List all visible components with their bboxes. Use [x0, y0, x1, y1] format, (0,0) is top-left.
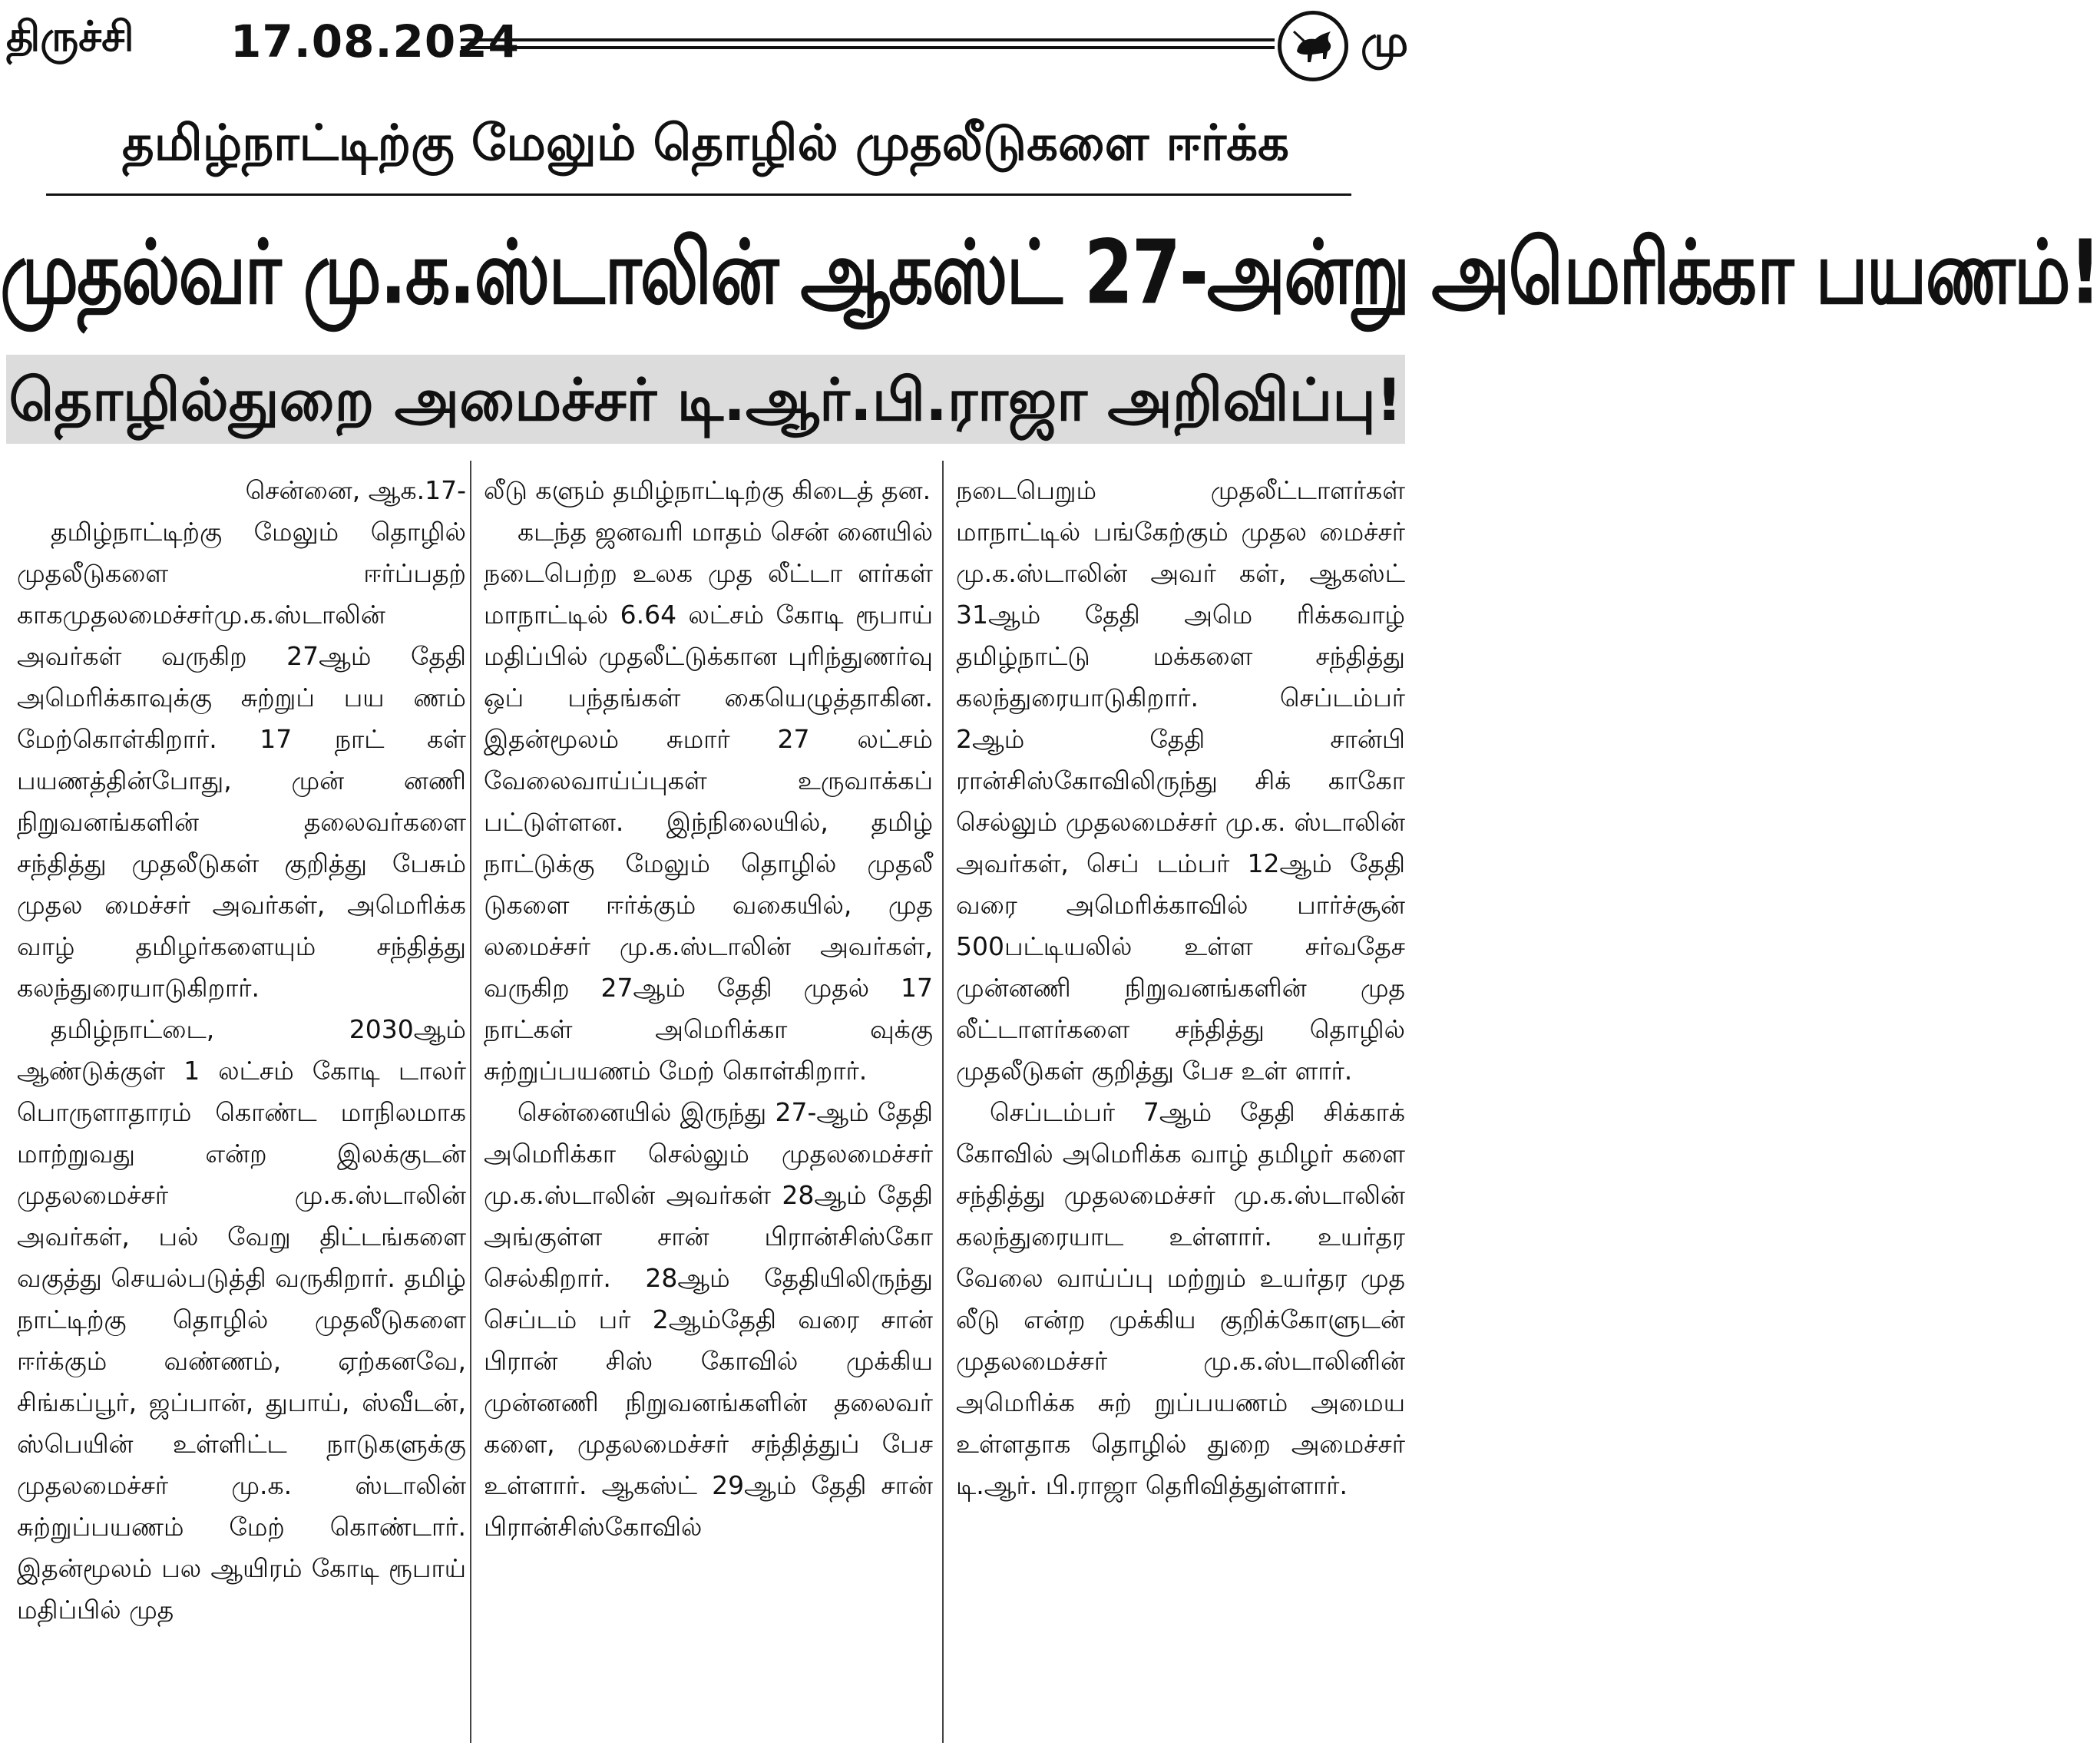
- headline-divider: [46, 193, 1351, 196]
- paragraph: கடந்த ஜனவரி மாதம் சென் னையில் நடைபெற்ற உலக முத லீட்டா ளர்கள் மாநாட்டில் 6.64 லட்சம் கோடி ரூபாய் மதிப்பில் முதலீட்டுக்கான புரிந்துணர்வு ஒப் பந்தங்கள் கையெழுத்தாகின. இதன்மூலம் சுமார் 27 லட்சம் வேலைவாய்ப்புகள் உருவாக்கப் பட்டுள்ளன. இந்நிலையில், தமிழ் நாட்டுக்கு மேலும் தொழில் முதலீ டுகளை ஈர்க்கும் வகையில், முத லமைச்சர் மு.க.ஸ்டாலின் அவர்கள், வருகிற 27ஆம் தேதி முதல் 17 நாட்கள் அமெரிக்கா வுக்கு சுற்றுப்பயணம் மேற் கொள்கிறார்.: [484, 517, 933, 1086]
- column-divider: [470, 461, 471, 1743]
- masthead: [0, 0, 1411, 92]
- paragraph: செப்டம்பர் 7ஆம் தேதி சிக்காக் கோவில் அமெரிக்க வாழ் தமிழர் களை சந்தித்து முதலமைச்சர் மு.க.ஸ்டாலின் கலந்துரையாட உள்ளார். உயர்தர வேலை வாய்ப்பு மற்றும் உயர்தர முத லீடு என்ற முக்கிய குறிக்கோளுடன் முதலமைச்சர் மு.க.ஸ்டாலினின் அமெரிக்க சுற் றுப்பயணம் அமைய உள்ளதாக தொழில் துறை அமைச்சர் டி.ஆர். பி.ராஜா தெரிவித்துள்ளார்.: [956, 1097, 1405, 1500]
- paragraph: லீடு களும் தமிழ்நாட்டிற்கு கிடைத் தன.: [484, 475, 931, 505]
- page-letter: மு: [1361, 17, 1409, 67]
- masthead-rule: [461, 38, 1275, 49]
- column-divider: [942, 461, 944, 1743]
- dateline: சென்னை, ஆக.17-: [245, 475, 466, 505]
- paragraph: தமிழ்நாட்டை, 2030ஆம் ஆண்டுக்குள் 1 லட்சம் கோடி டாலர் பொருளாதாரம் கொண்ட மாநிலமாக மாற்றுவது என்ற இலக்குடன் முதலமைச்சர் மு.க.ஸ்டாலின் அவர்கள், பல் வேறு திட்டங்களை வகுத்து செயல்படுத்தி வருகிறார். தமிழ் நாட்டிற்கு தொழில் முதலீடுகளை ஈர்க்கும் வண்ணம், ஏற்கனவே, சிங்கப்பூர், ஜப்பான், துபாய், ஸ்வீடன், ஸ்பெயின் உள்ளிட்ட நாடுகளுக்கு முதலமைச்சர் மு.க. ஸ்டாலின் சுற்றுப்பயணம் மேற் கொண்டார். இதன்மூலம் பல ஆயிரம் கோடி ரூபாய் மதிப்பில் முத: [17, 1014, 466, 1625]
- article-column-2: [484, 470, 933, 1548]
- paragraph: நடைபெறும் முதலீட்டாளர்கள் மாநாட்டில் பங்கேற்கும் முதல மைச்சர் மு.க.ஸ்டாலின் அவர் கள், ஆகஸ்ட் 31ஆம் தேதி அமெ ரிக்கவாழ் தமிழ்நாட்டு மக்களை சந்தித்து கலந்துரையாடுகிறார். செப்டம்பர் 2ஆம் தேதி சான்பி ரான்சிஸ்கோவிலிருந்து சிக் காகோ செல்லும் முதலமைச்சர் மு.க. ஸ்டாலின் அவர்கள், செப் டம்பர் 12ஆம் தேதி வரை அமெரிக்காவில் பார்ச்சூன் 500பட்டியலில் உள்ள சர்வதேச முன்னணி நிறுவனங்களின் முத லீட்டாளர்களை சந்தித்து தொழில் முதலீடுகள் குறித்து பேச உள் ளார்.: [956, 475, 1405, 1086]
- edition-city: திருச்சி: [6, 12, 134, 61]
- kicker-headline: தமிழ்நாட்டிற்கு மேலும் தொழில் முதலீடுகளை ஈர்க்க: [122, 115, 1289, 172]
- paragraph: சென்னையில் இருந்து 27-ஆம் தேதி அமெரிக்கா செல்லும் முதலமைச்சர் மு.க.ஸ்டாலின் அவர்கள் 28ஆம் தேதி அங்குள்ள சான் பிரான்சிஸ்கோ செல்கிறார். 28ஆம் தேதியிலிருந்து செப்டம் பர் 2ஆம்தேதி வரை சான் பிரான் சிஸ் கோவில் முக்கிய முன்னணி நிறுவனங்களின் தலைவர் களை, முதலமைச்சர் சந்தித்துப் பேச உள்ளார். ஆகஸ்ட் 29ஆம் தேதி சான் பிரான்சிஸ்கோவில்: [484, 1097, 933, 1542]
- paragraph: தமிழ்நாட்டிற்கு மேலும் தொழில் முதலீடுகளை ஈர்ப்பதற் காகமுதலமைச்சர்மு.க.ஸ்டாலின் அவர்கள் வருகிற 27ஆம் தேதி அமெரிக்காவுக்கு சுற்றுப் பய ணம் மேற்கொள்கிறார். 17 நாட் கள் பயணத்தின்போது, முன் னணி நிறுவனங்களின் தலைவர்களை சந்தித்து முதலீடுகள் குறித்து பேசும் முதல மைச்சர் அவர்கள், அமெரிக்க வாழ் தமிழர்களையும் சந்தித்து கலந்துரையாடுகிறார்.: [17, 517, 466, 1003]
- sub-headline: தொழில்துறை அமைச்சர் டி.ஆர்.பி.ராஜா அறிவிப்பு!: [8, 365, 1403, 434]
- article-column-3: [956, 470, 1405, 1506]
- bull-logo-icon: [1278, 11, 1348, 81]
- article-column-1: [17, 470, 466, 1631]
- main-headline: முதல்வர் மு.க.ஸ்டாலின் ஆகஸ்ட் 27-அன்று அமெரிக்கா பயணம்!: [0, 221, 2100, 324]
- edition-date: 17.08.2024: [230, 15, 520, 68]
